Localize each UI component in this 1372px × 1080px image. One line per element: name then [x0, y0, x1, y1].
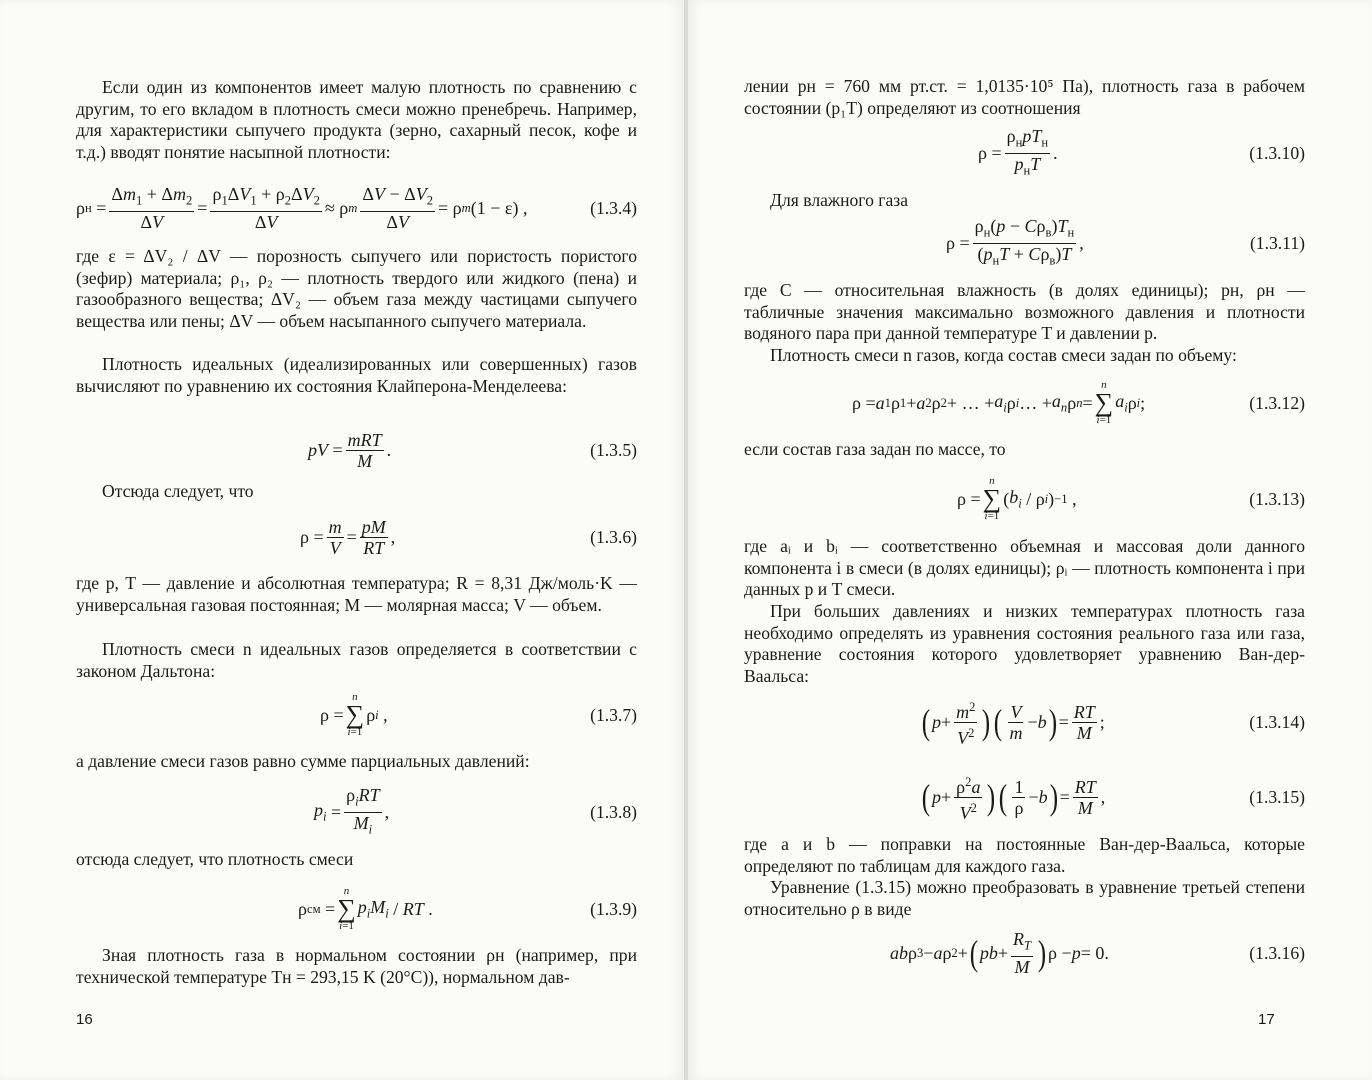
paragraph: Уравнение (1.3.15) можно преобразовать в уравнение третьей степени относительно ρ в виде [744, 877, 1305, 919]
page-number: 17 [1258, 1011, 1275, 1028]
equation-number: (1.3.9) [590, 898, 637, 919]
equation-number: (1.3.12) [1249, 392, 1305, 413]
equation-number: (1.3.6) [590, 526, 637, 547]
equation-number: (1.3.5) [590, 439, 637, 460]
paragraph: лении pн = 760 мм рт.ст. = 1,0135·10⁵ Па), плотность газа в рабочем состоянии (p₁T) определяют из соотношения [744, 76, 1305, 118]
equation-number: (1.3.8) [590, 801, 637, 822]
equation-1-3-8 [76, 784, 637, 837]
formula: ρ = a 1 ρ 1 + a 2 ρ 2 + … + $a_i$ ρ i … + $a_n$ ρ n = n ∑ i=1 $a_i$ ρ i ; [852, 379, 1146, 426]
equation-number: (1.3.7) [590, 704, 637, 725]
equation-1-3-4 [76, 185, 637, 231]
paragraph: отсюда следует, что плотность смеси [76, 849, 354, 869]
paragraph: Зная плотность газа в нормальном состоянии ρн (например, при технической температуре Tн = 293,15 K (20°C)), нормальном дав- [76, 945, 637, 987]
equation-1-3-7 [76, 692, 637, 738]
equation-1-3-13 [744, 476, 1305, 522]
formula: ( p + $m^2$ $V^2$ ) ( V m − b ) = RT M ; [920, 699, 1105, 745]
equation-number: (1.3.14) [1249, 711, 1305, 732]
paragraph: где aᵢ и bᵢ — соответственно объемная и массовая доли данного компонента i в смеси (в долях единицы); ρᵢ — плотность компонента i при данных p и T смеси. [744, 536, 1305, 599]
left-page [0, 0, 684, 1080]
equation-number: (1.3.4) [590, 197, 637, 218]
formula: ρ см = n ∑ i=1 $p_iM_i$ / RT . [298, 885, 433, 932]
formula: ρ = n ∑ i=1 ( $b_i$ / ρ i ) −1 , [957, 475, 1077, 522]
paragraph: если состав газа задан по массе, то [744, 439, 1006, 459]
equation-1-3-9 [76, 886, 637, 932]
formula: ρ = m V = pM RT , [300, 516, 396, 558]
right-page [688, 0, 1372, 1080]
equation-number: (1.3.15) [1249, 786, 1305, 807]
equation-number: (1.3.11) [1249, 232, 1305, 253]
formula: ρ н = $\Delta m_1 + \Delta m_2$ ΔV = $\rho_1\Delta V_1 + \rho_2\Delta V_2$ ΔV ≈ ρ m $\Delta V - \Delta V_2$ ΔV = ρ m (1 − ε) , [76, 184, 528, 232]
paragraph: Если один из компонентов имеет малую плотность по сравнению с другим, то его вкладом в плотность смеси можно пренебречь. Например, для характеристики сыпучего продукта (зерно, сахарный песок, кофе и т.д.) вводят понятие насыпной плотности: [76, 77, 637, 162]
page-number: 16 [76, 1011, 93, 1028]
paragraph: где C — относительная влажность (в долях единицы); pн, ρн — табличные значения максимально возможного давления и плотности водяного пара при данной температуре T и давлении p. [744, 280, 1305, 343]
paragraph: а давление смеси газов равно сумме парциальных давлений: [76, 751, 530, 771]
paragraph: Плотность идеальных (идеализированных или совершенных) газов вычисляют по уравнению их состояния Клайперона-Менделеева: [76, 354, 637, 396]
equation-1-3-6 [76, 514, 637, 560]
equation-1-3-16 [744, 930, 1305, 976]
equation-1-3-14 [744, 699, 1305, 748]
paragraph: Плотность смеси n газов, когда состав смеси задан по объему: [770, 345, 1237, 365]
paragraph: Плотность смеси n идеальных газов определяется в соответствии с законом Дальтона: [76, 639, 637, 681]
equation-1-3-10 [744, 125, 1305, 178]
equation-number: (1.3.10) [1249, 142, 1305, 163]
equation-number: (1.3.13) [1249, 488, 1305, 509]
formula: ρ = $\rho_нpT_н$ $p_нT$ . [978, 125, 1058, 178]
paragraph: где ε = ΔV₂ / ΔV — порозность сыпучего или пористость пористого (зефир) материала; ρ₁, ρ₂ — плотность твердого или жидкого (пена) и газообразного вещества; ΔV₂ — объем газа между частицами сыпучего вещества или пены; ΔV — объем насыпанного сыпучего материала. [76, 246, 637, 331]
equation-1-3-15 [744, 774, 1305, 823]
formula: ( p + $\rho^2a$ $V^2$ ) ( 1 ρ − b ) = RT M , [920, 774, 1105, 820]
equation-1-3-11 [744, 215, 1305, 268]
paragraph: Для влажного газа [770, 190, 909, 210]
equation-number: (1.3.16) [1249, 942, 1305, 963]
formula: ρ = $\rho_н(p - C\rho_в)T_н$ $(p_нT + C\rho_в)T$ , [946, 215, 1084, 268]
formula: $p_i$ = $\rho_iRT$ $M_i$ , [314, 784, 390, 837]
formula: ab ρ 3 − a ρ 2 + ( pb + $R_T$ M ) ρ − p = 0. [890, 929, 1109, 977]
paragraph: где p, T — давление и абсолютная температура; R = 8,31 Дж/моль·K — универсальная газовая постоянная; M — молярная масса; V — объем. [76, 573, 637, 615]
equation-1-3-5 [76, 427, 637, 473]
paragraph: При больших давлениях и низких температурах плотность газа необходимо определять из уравнения состояния реального газа или газа, уравнение состояния которого удовлетворяет уравнению Ван-дер-Ваальса: [744, 601, 1305, 686]
equation-1-3-12 [744, 380, 1305, 426]
paragraph: Отсюда следует, что [102, 481, 254, 501]
paragraph: где a и b — поправки на постоянные Ван-дер-Ваальса, которые определяют по таблицам для каждого газа. [744, 834, 1305, 876]
formula: pV = mRT M . [308, 429, 392, 471]
formula: ρ = n ∑ i=1 ρ i , [320, 691, 388, 738]
